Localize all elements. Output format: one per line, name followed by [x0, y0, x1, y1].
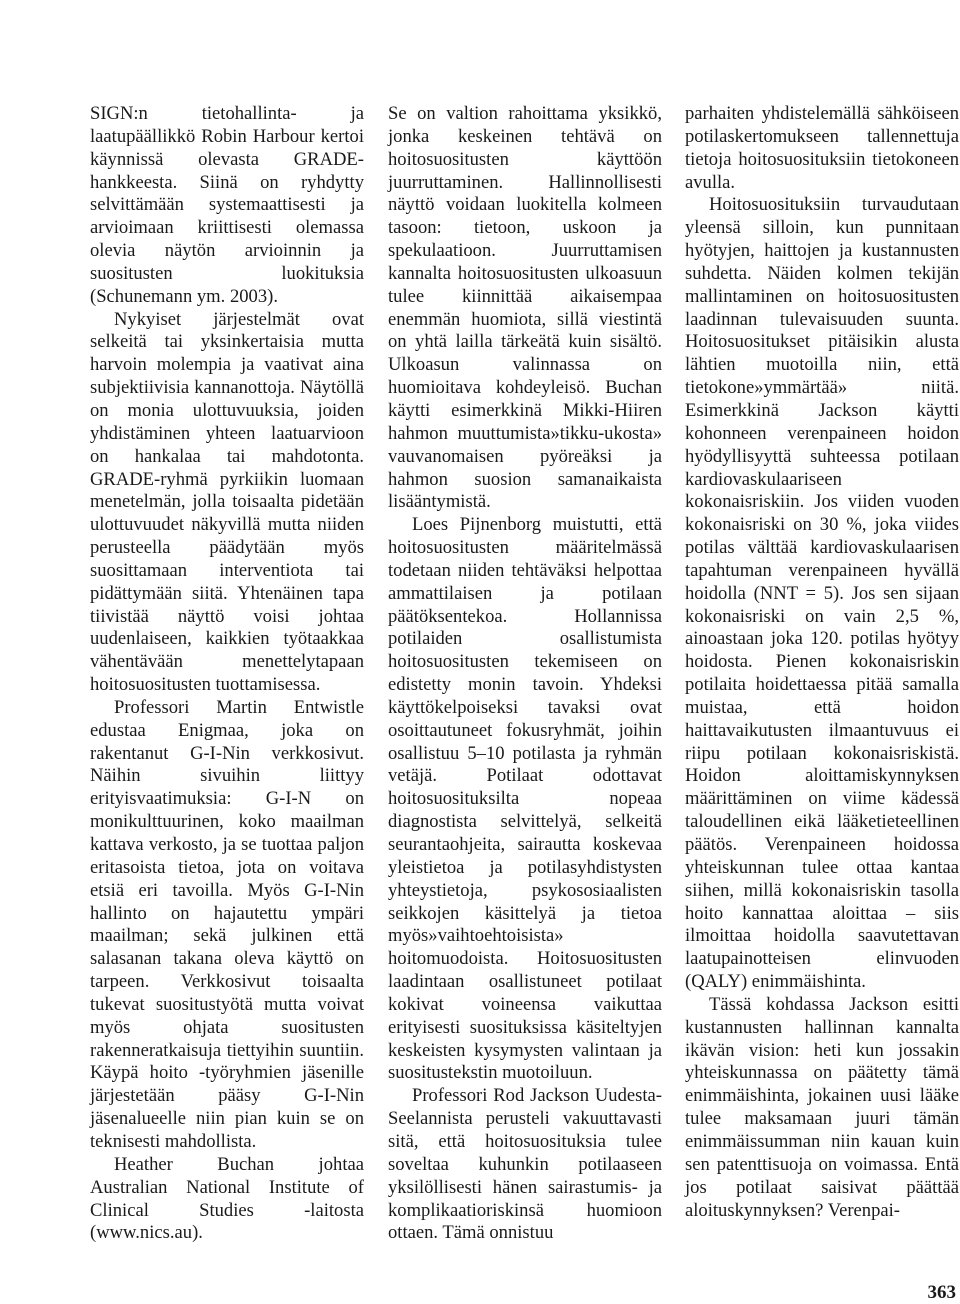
text-column-3: [685, 103, 959, 1222]
text-column-2: [388, 103, 662, 1245]
paragraph: Professori Martin Entwistle edustaa Enigmaa, joka on rakentanut G-I-Nin verkkosivut. Näihin sivuihin liittyy erityisvaatimuksia: G-I-N on monikulttuurinen, koko maailman kattava verkosto, ja se tuottaa paljon eritasoista tietoa, jota on voitava etsiä eri tavoilla. Myös G-I-Nin hallinto on hajautettu ympäri maailman; sekä julkinen että salasanan takana oleva käyttö on tarpeen. Verkkosivut toisaalta tukevat suositustyötä mutta voivat myös ohjata suositusten rakenneratkaisuja tiettyihin suuntiin. Käypä hoito -työryhmien jäsenille järjestetään pääsy G-I-Nin jäsenalueelle niin pian kuin se on teknisesti mahdollista.: [90, 696, 364, 1152]
paragraph: Loes Pijnenborg muistutti, että hoitosuositusten määritelmässä todetaan niiden tehtäväksi helpottaa ammattilaisen ja potilaan päätöksentekoa. Hollannissa potilaiden osallistumista hoitosuositusten tekemiseen on edistetty monin tavoin. Yhdeksi käyttökelpoiseksi tavaksi ovat osoittautuneet fokusryhmät, joihin osallistuu 5–10 potilasta ja ryhmän vetäjä. Potilaat odottavat hoitosuosituksilta nopeaa diagnostista selvittelyä, selkeitä seurantaohjeita, sairautta koskevaa yleistietoa ja potilasyhdistysten yhteystietoja, psykososiaalisten seikkojen käsittelyä ja tietoa myös»vaihtoehtoisista» hoitomuodoista. Hoitosuositusten laadintaan osallistuneet potilaat kokivat voineensa vaikuttaa erityisesti suosituksissa käsiteltyjen keskeisten kysymysten valintaan ja suositustekstin muotoiluun.: [388, 514, 662, 1084]
paragraph: parhaiten yhdistelemällä sähköiseen potilaskertomukseen tallennettuja tietoja hoitosuosituksiin tietokoneen avulla.: [685, 103, 959, 193]
paragraph: Nykyiset järjestelmät ovat selkeitä tai yksinkertaisia mutta harvoin molempia ja vaativat aina subjektiivisia kannanottoja. Näytöllä on monia ulottuvuuksia, joiden yhdistäminen yhteen laatuarvioon on hankalaa tai mahdotonta. GRADE-ryhmä pyrkiikin luomaan menetelmän, jolla toisaalta pidetään ulottuvuudet näkyvillä mutta niiden perusteella päädytään myös suosittamaan interventiota tai pidättymään siitä. Yhtenäinen tapa tiivistää näyttö voisi johtaa uudenlaiseen, kaikkien työtaakkaa vähentävään menettelytapaan hoitosuositusten tuottamisessa.: [90, 308, 364, 696]
text-column-1: [90, 103, 364, 1245]
paragraph: Hoitosuosituksiin turvaudutaan yleensä silloin, kun punnitaan hyötyjen, haittojen ja kustannusten suhdetta. Näiden kolmen tekijän mallintaminen on hoitosuositusten laadinnan tulevaisuuden suunta. Hoitosuositukset pitäisikin alusta lähtien muotoilla niin, että tietokone»ymmärtää» niitä. Esimerkkinä Jackson käytti kohonneen verenpaineen hoidon hyödyllisyyttä suhteessa potilaan kardiovaskulaariseen kokonaisriskiin. Jos viiden vuoden kokonaisriski on 30 %, joka viides potilas välttää kardiovaskulaarisen tapahtuman verenpaineen hyvällä hoidolla (NNT = 5). Jos sen sijaan kokonaisriski on vain 2,5 %, ainoastaan joka 120. potilas hyötyy hoidosta. Pienen kokonaisriskin potilaita hoidettaessa pitää samalla muistaa, että hoidon haittavaikutusten ilmaantuvuus ei riipu potilaan kokonaisriskistä. Hoidon aloittamiskynnyksen määrittäminen on viime kädessä taloudellinen eikä lääketieteellinen päätös. Verenpaineen hoidossa yhteiskunnan tulee ottaa kantaa siihen, millä kokonaisriskin tasolla hoito kannattaa aloittaa – siis ilmoittaa hoidolla saavutettavan laatupainotteisen elinvuoden (QALY) enimmäishinta.: [685, 194, 959, 993]
paragraph: Se on valtion rahoittama yksikkö, jonka keskeinen tehtävä on hoitosuositusten käyttöön juurruttaminen. Hallinnollisesti näyttö voidaan luokitella kolmeen tasoon: tietoon, uskoon ja spekulaatioon. Juurruttamisen kannalta hoitosuositusten ulkoasuun tulee kiinnittää aikaisempaa enemmän huomiota, sillä viestintä on yhtä lailla tärkeätä kuin sisältö. Ulkoasun valinnassa on huomioitava kohdeyleisö. Buchan käytti esimerkkinä Mikki-Hiiren hahmon muuttumista»tikku-ukosta» vauvanomaisen pyöreäksi ja hahmon suosion samanaikaista lisääntymistä.: [388, 103, 662, 513]
paragraph: SIGN:n tietohallinta- ja laatupäällikkö Robin Harbour kertoi käynnissä olevasta GRADE-hankkeesta. Siinä on ryhdytty selvittämään systemaattisesti ja arvioimaan kriittisesti olemassa olevia näytön arvioinnin ja suositusten luokituksia (Schunemann ym. 2003).: [90, 103, 364, 307]
paragraph: Tässä kohdassa Jackson esitti kustannusten hallinnan kannalta ikävän vision: heti kun jossakin yhteiskunnassa on päätetty tämä enimmäishinta, jokainen uusi lääke tulee maksamaan juuri tämän enimmäissumman niin kauan kuin sen patenttisuoja on voimassa. Entä jos potilaat saisivat päättää aloituskynnyksen? Verenpai-: [685, 993, 959, 1221]
page-number: 363: [927, 1282, 956, 1303]
paragraph: Heather Buchan johtaa Australian National Institute of Clinical Studies -laitosta (www.nics.au).: [90, 1153, 364, 1244]
paragraph: Professori Rod Jackson Uudesta-Seelannista perusteli vakuuttavasti sitä, että hoitosuosituksia tulee soveltaa kuhunkin potilaaseen yksilöllisesti hänen sairastumis- ja komplikaatioriskinsä huomioon ottaen. Tämä onnistuu: [388, 1085, 662, 1244]
